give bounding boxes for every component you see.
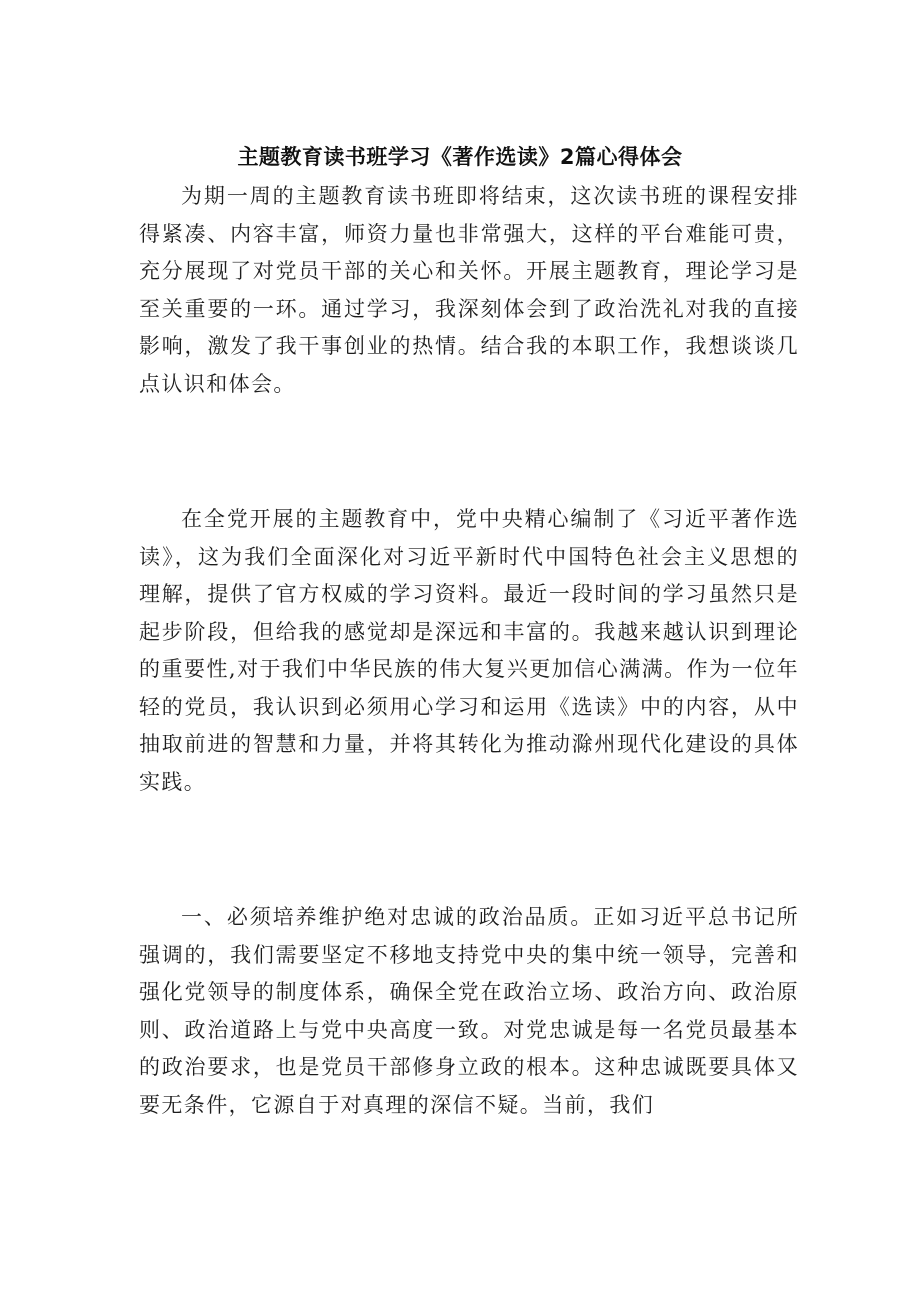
paragraph-study: 在全党开展的主题教育中，党中央精心编制了《习近平著作选读》，这为我们全面深化对习近平新时代中国特色社会主义思想的理解，提供了官方权威的学习资料。最近一段时间的学习虽然只是起步阶段，但给我的感觉却是深远和丰富的。我越来越认识到理论的重要性,对于我们中华民族的伟大复兴更加信心满满。作为一位年轻的党员，我认识到必须用心学习和运用《选读》中的内容，从中抽取前进的智慧和力量，并将其转化为推动滁州现代化建设的具体实践。 (139, 507, 799, 794)
paragraph-intro: 为期一周的主题教育读书班即将结束，这次读书班的课程安排得紧凑、内容丰富，师资力量也非常强大，这样的平台难能可贵，充分展现了对党员干部的关心和关怀。开展主题教育，理论学习是至关重要的一环。通过学习，我深刻体会到了政治洗礼对我的直接影响，激发了我干事创业的热情。结合我的本职工作，我想谈谈几点认识和体会。 (139, 184, 799, 396)
document-title: 主题教育读书班学习《著作选读》2篇心得体会 (237, 145, 683, 169)
paragraph-point-one: 一、必须培养维护绝对忠诚的政治品质。正如习近平总书记所强调的，我们需要坚定不移地支持党中央的集中统一领导，完善和强化党领导的制度体系，确保全党在政治立场、政治方向、政治原则、政治道路上与党中央高度一致。对党忠诚是每一名党员最基本的政治要求，也是党员干部修身立政的根本。这种忠诚既要具体又要无条件，它源自于对真理的深信不疑。当前，我们 (139, 905, 799, 1117)
